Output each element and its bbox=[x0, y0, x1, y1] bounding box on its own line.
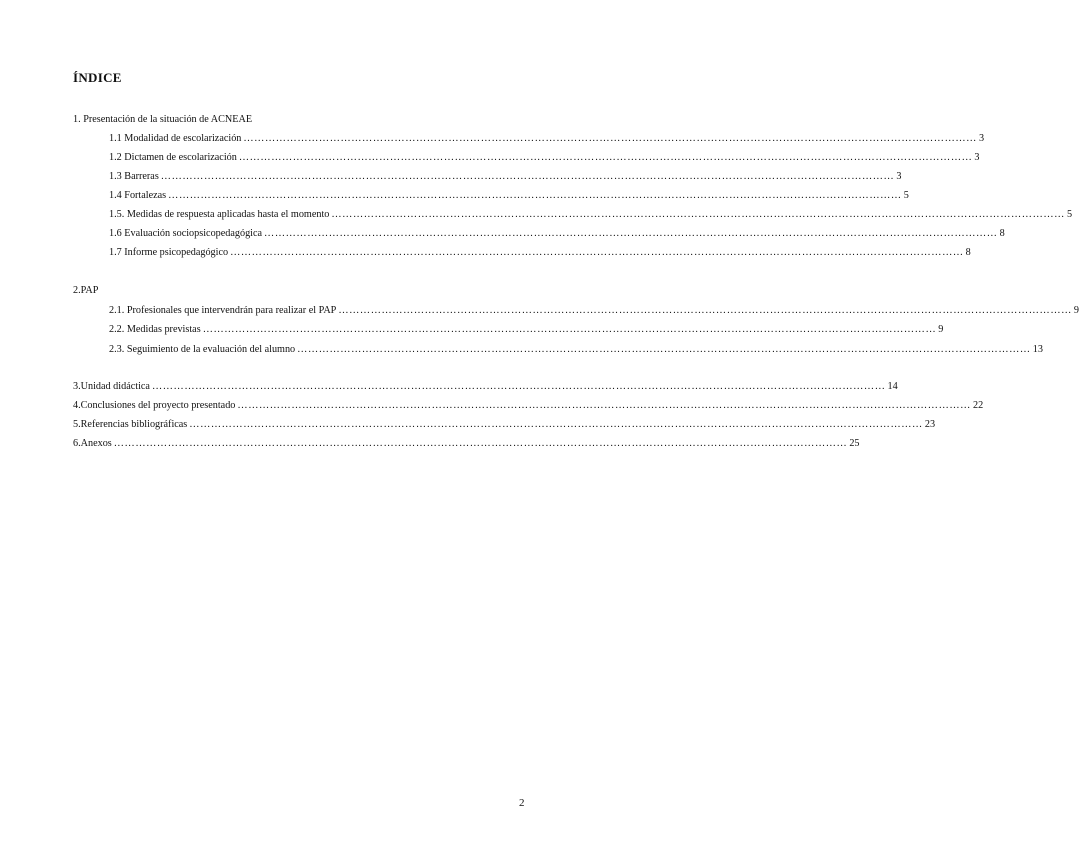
toc-entry-page: 5 bbox=[903, 190, 909, 201]
toc-leader-dots: …………………………………………………………………………………………………………………………………………………………………………………… bbox=[264, 228, 998, 239]
toc-heading-1: 1. Presentación de la situación de ACNEAE bbox=[73, 114, 253, 125]
toc-leader-dots: …………………………………………………………………………………………………………………………………………………………………………………… bbox=[113, 438, 848, 449]
toc-entry-label: 1.7 Informe psicopedagógico bbox=[109, 247, 229, 258]
toc-entry-label: 2.2. Medidas previstas bbox=[109, 324, 201, 335]
toc-entry-5 bbox=[73, 418, 936, 431]
toc-entry-label: 1.2 Dictamen de escolarización bbox=[109, 152, 237, 163]
toc-entry-1-3 bbox=[109, 170, 902, 183]
toc-entry-1-6 bbox=[109, 227, 1005, 240]
toc-entry-page: 9 bbox=[1073, 305, 1079, 316]
toc-leader-dots: …………………………………………………………………………………………………………………………………………………………………………………… bbox=[230, 247, 964, 258]
toc-leader-dots: …………………………………………………………………………………………………………………………………………………………………………………… bbox=[168, 190, 902, 201]
toc-entry-page: 25 bbox=[849, 438, 860, 449]
toc-leader-dots: …………………………………………………………………………………………………………………………………………………………………………………… bbox=[243, 133, 977, 144]
toc-entry-label: 2.1. Profesionales que intervendrán para realizar el PAP bbox=[109, 305, 337, 316]
toc-entry-1-1 bbox=[109, 132, 985, 145]
toc-entry-3 bbox=[73, 380, 898, 393]
toc-heading-2: 2.PAP bbox=[73, 285, 99, 296]
toc-entry-page: 9 bbox=[938, 324, 944, 335]
toc-entry-page: 22 bbox=[972, 400, 984, 411]
toc-entry-label: 5.Referencias bibliográficas bbox=[73, 419, 188, 430]
toc-leader-dots: …………………………………………………………………………………………………………………………………………………………………………………… bbox=[297, 344, 1031, 355]
toc-entry-label: 6.Anexos bbox=[73, 438, 112, 449]
toc-entry-label: 1.3 Barreras bbox=[109, 171, 159, 182]
toc-entry-page: 14 bbox=[887, 381, 898, 392]
toc-entry-2-3 bbox=[109, 343, 1043, 356]
toc-entry-page: 5 bbox=[1066, 209, 1073, 220]
toc-leader-dots: …………………………………………………………………………………………………………………………………………………………………………………… bbox=[237, 400, 971, 411]
toc-entry-page: 8 bbox=[999, 228, 1005, 239]
toc-entry-2-2 bbox=[109, 323, 944, 336]
toc-leader-dots: …………………………………………………………………………………………………………………………………………………………………………………… bbox=[238, 152, 973, 163]
toc-leader-dots: …………………………………………………………………………………………………………………………………………………………………………………… bbox=[189, 419, 923, 430]
toc-leader-dots: …………………………………………………………………………………………………………………………………………………………………………………… bbox=[331, 209, 1065, 220]
toc-entry-2-1 bbox=[109, 304, 1079, 317]
toc-entry-label: 1.4 Fortalezas bbox=[109, 190, 167, 201]
toc-leader-dots: …………………………………………………………………………………………………………………………………………………………………………………… bbox=[338, 305, 1072, 316]
page-number: 2 bbox=[519, 797, 525, 809]
toc-leader-dots: …………………………………………………………………………………………………………………………………………………………………………………… bbox=[160, 171, 895, 182]
page-title: ÍNDICE bbox=[73, 70, 122, 85]
toc-entry-page: 3 bbox=[896, 171, 902, 182]
toc-entry-4 bbox=[73, 399, 984, 412]
toc-entry-label: 1.5. Medidas de respuesta aplicadas hasta el momento bbox=[109, 209, 330, 220]
toc-entry-page: 3 bbox=[978, 133, 985, 144]
toc-entry-1-2 bbox=[109, 151, 980, 164]
toc-leader-dots: …………………………………………………………………………………………………………………………………………………………………………………… bbox=[151, 381, 886, 392]
toc-entry-page: 23 bbox=[924, 419, 936, 430]
toc-entry-page: 13 bbox=[1032, 344, 1043, 355]
toc-entry-label: 4.Conclusiones del proyecto presentado bbox=[73, 400, 236, 411]
toc-entry-6 bbox=[73, 437, 860, 450]
toc-leader-dots: …………………………………………………………………………………………………………………………………………………………………………………… bbox=[202, 324, 937, 335]
toc-entry-1-5 bbox=[109, 208, 1073, 221]
toc-entry-label: 1.1 Modalidad de escolarización bbox=[109, 133, 242, 144]
toc-entry-page: 8 bbox=[965, 247, 971, 258]
toc-entry-1-4 bbox=[109, 189, 909, 202]
toc-entry-1-7 bbox=[109, 246, 971, 259]
toc-entry-label: 2.3. Seguimiento de la evaluación del alumno bbox=[109, 344, 296, 355]
toc-entry-label: 1.6 Evaluación sociopsicopedagógica bbox=[109, 228, 263, 239]
toc-entry-page: 3 bbox=[974, 152, 980, 163]
toc-entry-label: 3.Unidad didáctica bbox=[73, 381, 150, 392]
